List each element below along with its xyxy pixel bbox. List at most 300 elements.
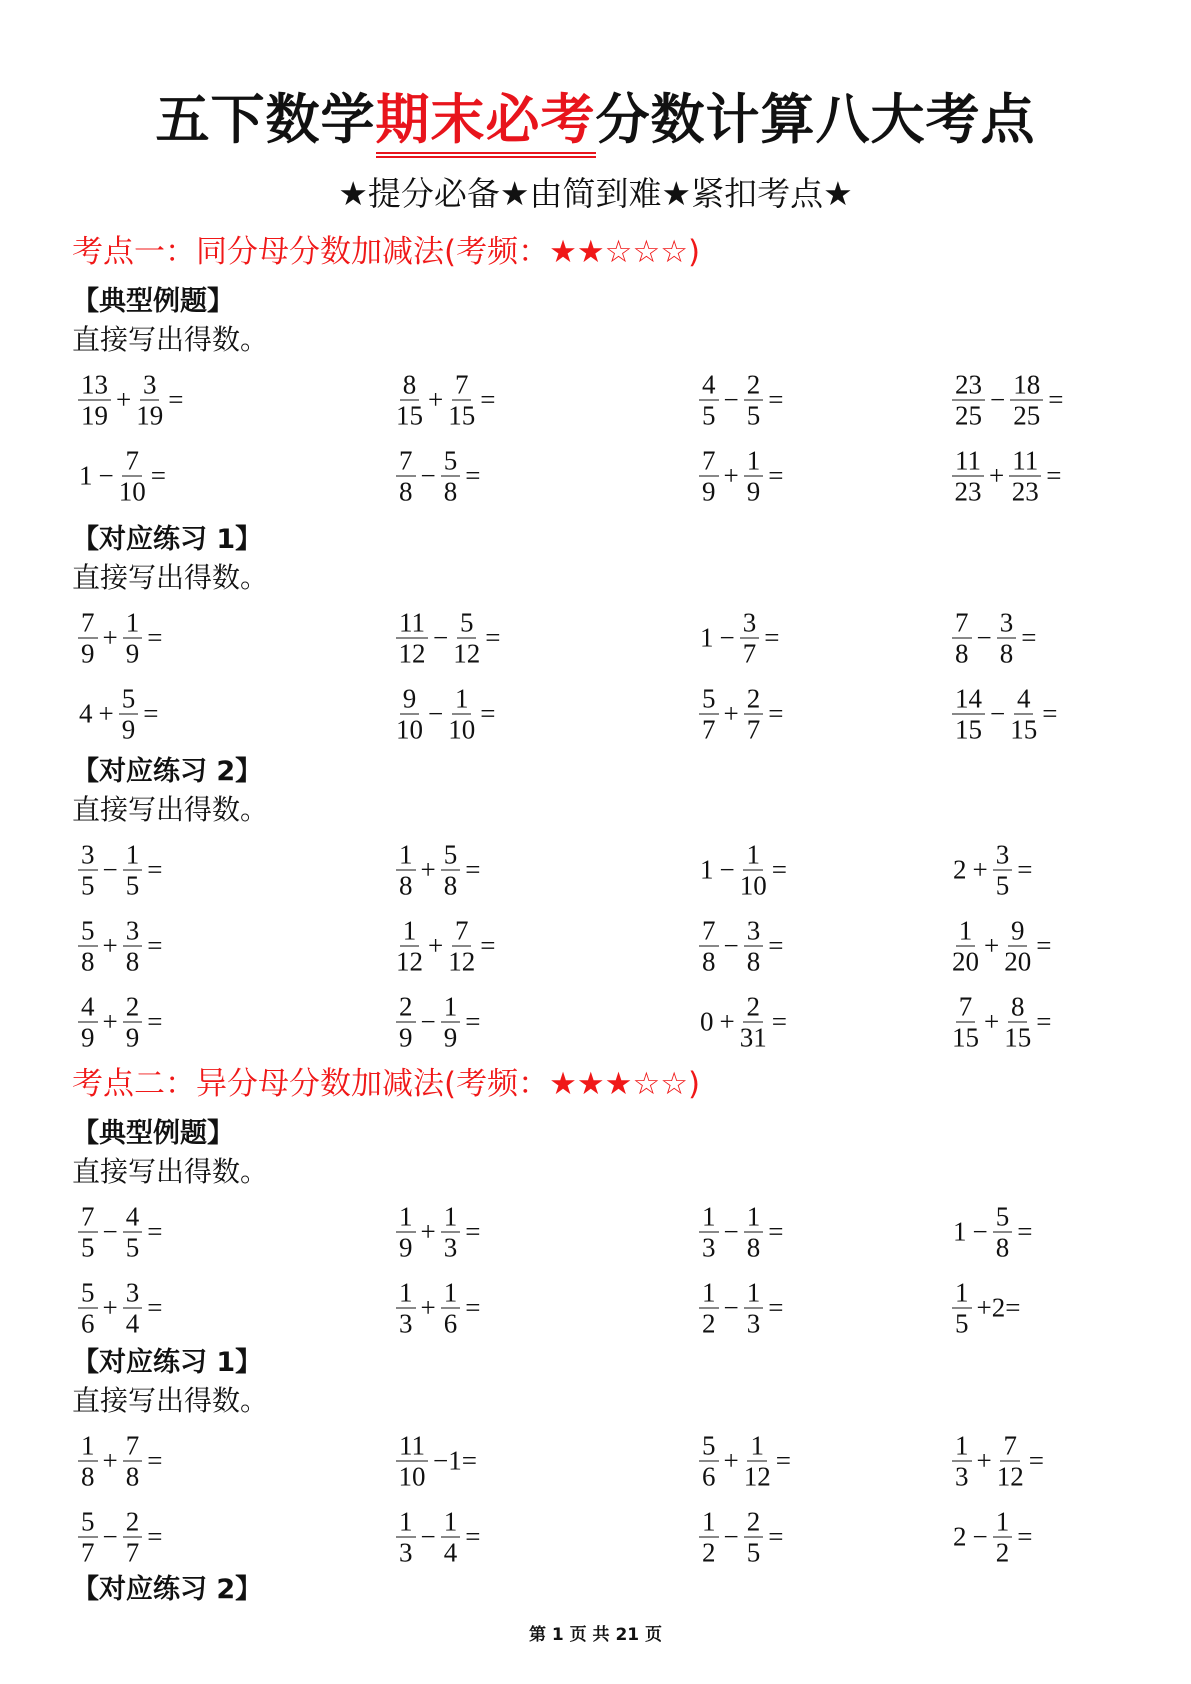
operator: + bbox=[102, 622, 118, 653]
operator: + bbox=[102, 1006, 118, 1037]
fraction bbox=[699, 1431, 719, 1492]
numerator: 11 bbox=[396, 608, 428, 639]
denominator: 5 bbox=[125, 1232, 140, 1263]
operator: = bbox=[465, 460, 481, 491]
group-label: 【对应练习 1】 bbox=[72, 1347, 263, 1378]
numerator: 1 bbox=[744, 1278, 764, 1309]
numerator: 1 bbox=[441, 1507, 461, 1538]
operator: 4 bbox=[79, 698, 93, 729]
denominator: 5 bbox=[955, 1308, 969, 1339]
operator: = bbox=[480, 384, 496, 415]
operator: 1 bbox=[79, 460, 93, 491]
operator: = bbox=[480, 698, 496, 729]
numerator: 5 bbox=[78, 1507, 98, 1538]
fraction-problem bbox=[394, 916, 498, 977]
operator: − bbox=[719, 854, 735, 885]
numerator: 7 bbox=[452, 916, 472, 947]
fraction bbox=[1004, 916, 1031, 977]
denominator: 25 bbox=[1013, 400, 1041, 431]
fraction bbox=[740, 608, 760, 669]
operator: = bbox=[147, 930, 163, 961]
numerator: 5 bbox=[78, 1278, 98, 1309]
fraction-problem bbox=[394, 1507, 483, 1568]
fraction-problem bbox=[950, 1507, 1035, 1568]
instruction-text: 直接写出得数。 bbox=[72, 1155, 269, 1188]
numerator: 8 bbox=[1008, 992, 1028, 1023]
fraction bbox=[78, 370, 111, 431]
fraction-problem bbox=[76, 446, 169, 507]
operator: = bbox=[1017, 1521, 1033, 1552]
fraction bbox=[441, 1278, 461, 1339]
operator: = bbox=[768, 1292, 784, 1323]
numerator: 4 bbox=[1014, 684, 1034, 715]
denominator: 10 bbox=[118, 476, 146, 507]
denominator: 3 bbox=[702, 1232, 716, 1263]
denominator: 3 bbox=[443, 1232, 458, 1263]
fraction bbox=[744, 1507, 764, 1568]
denominator: 6 bbox=[81, 1308, 95, 1339]
numerator: 1 bbox=[699, 1278, 719, 1309]
fraction bbox=[448, 370, 475, 431]
operator: = bbox=[1017, 1216, 1033, 1247]
operator: = bbox=[768, 1521, 784, 1552]
page-title bbox=[0, 88, 1191, 152]
numerator: 1 bbox=[744, 446, 764, 477]
operator: − bbox=[972, 1521, 988, 1552]
operator: = bbox=[771, 1006, 787, 1037]
fraction-problem bbox=[394, 608, 503, 669]
fraction bbox=[740, 840, 767, 901]
numerator: 11 bbox=[952, 446, 984, 477]
denominator: 4 bbox=[443, 1537, 458, 1568]
operator: = bbox=[465, 1292, 481, 1323]
fraction bbox=[441, 840, 461, 901]
operator: + bbox=[984, 930, 1000, 961]
numerator: 1 bbox=[747, 1431, 767, 1462]
operator: = bbox=[768, 460, 784, 491]
denominator: 12 bbox=[453, 638, 481, 669]
numerator: 1 bbox=[743, 840, 763, 871]
denominator: 5 bbox=[746, 1537, 761, 1568]
fraction bbox=[997, 608, 1017, 669]
denominator: 10 bbox=[448, 714, 476, 745]
instruction-text: 直接写出得数。 bbox=[72, 1384, 269, 1417]
fraction bbox=[441, 992, 461, 1053]
operator: 2 bbox=[953, 854, 967, 885]
fraction bbox=[1004, 992, 1031, 1053]
fraction bbox=[952, 1431, 972, 1492]
fraction bbox=[699, 1507, 719, 1568]
numerator: 2 bbox=[743, 992, 763, 1023]
operator: = bbox=[764, 622, 780, 653]
numerator: 1 bbox=[396, 840, 416, 871]
fraction bbox=[396, 1507, 416, 1568]
fraction-problem bbox=[697, 1202, 786, 1263]
numerator: 2 bbox=[744, 370, 764, 401]
fraction bbox=[123, 1431, 143, 1492]
denominator: 23 bbox=[954, 476, 982, 507]
operator: = bbox=[1028, 1445, 1044, 1476]
group-label: 【典型例题】 bbox=[72, 286, 234, 317]
fraction bbox=[396, 992, 416, 1053]
numerator: 5 bbox=[441, 840, 461, 871]
numerator: 7 bbox=[952, 608, 972, 639]
numerator: 1 bbox=[744, 1202, 764, 1233]
fraction bbox=[78, 992, 98, 1053]
numerator: 1 bbox=[452, 684, 472, 715]
operator: 1 bbox=[953, 1216, 967, 1247]
numerator: 4 bbox=[699, 370, 719, 401]
numerator: 3 bbox=[993, 840, 1013, 871]
fraction-problem bbox=[950, 1278, 1023, 1339]
denominator: 15 bbox=[1010, 714, 1038, 745]
operator: = bbox=[485, 622, 501, 653]
operator: −1= bbox=[433, 1445, 477, 1476]
denominator: 8 bbox=[81, 1461, 95, 1492]
fraction bbox=[952, 446, 984, 507]
fraction-problem bbox=[950, 370, 1066, 431]
operator: + bbox=[723, 698, 739, 729]
fraction bbox=[448, 684, 475, 745]
operator: + bbox=[116, 384, 132, 415]
denominator: 9 bbox=[121, 714, 136, 745]
numerator: 18 bbox=[1010, 370, 1043, 401]
denominator: 8 bbox=[702, 946, 716, 977]
numerator: 7 bbox=[699, 446, 719, 477]
operator: 1 bbox=[700, 854, 714, 885]
fraction bbox=[396, 608, 428, 669]
fraction bbox=[699, 370, 719, 431]
numerator: 5 bbox=[119, 684, 139, 715]
numerator: 5 bbox=[699, 1431, 719, 1462]
operator: − bbox=[723, 384, 739, 415]
fraction-problem bbox=[76, 608, 165, 669]
fraction bbox=[119, 684, 139, 745]
fraction bbox=[744, 684, 764, 745]
numerator: 1 bbox=[952, 1278, 972, 1309]
fraction-problem bbox=[394, 684, 498, 745]
fraction bbox=[744, 446, 764, 507]
numerator: 7 bbox=[1000, 1431, 1020, 1462]
denominator: 3 bbox=[399, 1537, 413, 1568]
operator: = bbox=[775, 1445, 791, 1476]
denominator: 10 bbox=[739, 870, 767, 901]
group-label: 【对应练习 1】 bbox=[72, 524, 263, 555]
denominator: 5 bbox=[746, 400, 761, 431]
fraction bbox=[396, 1202, 416, 1263]
numerator: 13 bbox=[78, 370, 111, 401]
operator: − bbox=[102, 1521, 118, 1552]
operator: = bbox=[1046, 460, 1062, 491]
denominator: 15 bbox=[955, 714, 982, 745]
operator: = bbox=[465, 854, 481, 885]
denominator: 5 bbox=[702, 400, 716, 431]
operator: − bbox=[990, 698, 1006, 729]
fraction bbox=[123, 992, 143, 1053]
denominator: 8 bbox=[399, 476, 413, 507]
operator: = bbox=[150, 460, 166, 491]
operator: − bbox=[102, 854, 118, 885]
fraction bbox=[78, 1202, 98, 1263]
denominator: 7 bbox=[125, 1537, 140, 1568]
numerator: 1 bbox=[400, 916, 420, 947]
operator: − bbox=[420, 460, 436, 491]
fraction bbox=[1010, 370, 1043, 431]
operator: = bbox=[465, 1216, 481, 1247]
fraction bbox=[1010, 684, 1037, 745]
subtitle: ★提分必备★由简到难★紧扣考点★ bbox=[338, 174, 853, 213]
numerator: 7 bbox=[452, 370, 472, 401]
fraction-problem bbox=[76, 992, 165, 1053]
numerator: 1 bbox=[396, 1507, 416, 1538]
fraction bbox=[952, 684, 985, 745]
fraction bbox=[744, 1202, 764, 1263]
fraction-problem bbox=[697, 684, 786, 745]
denominator: 10 bbox=[398, 1461, 426, 1492]
denominator: 9 bbox=[399, 1232, 413, 1263]
fraction bbox=[78, 1278, 98, 1339]
operator: = bbox=[143, 698, 159, 729]
numerator: 5 bbox=[78, 916, 98, 947]
operator: − bbox=[98, 460, 114, 491]
numerator: 23 bbox=[952, 370, 985, 401]
operator: = bbox=[147, 1445, 163, 1476]
fraction bbox=[952, 916, 979, 977]
fraction-problem bbox=[76, 916, 165, 977]
numerator: 7 bbox=[956, 992, 976, 1023]
fraction bbox=[952, 370, 985, 431]
fraction bbox=[396, 370, 423, 431]
denominator: 5 bbox=[995, 870, 1010, 901]
numerator: 5 bbox=[699, 684, 719, 715]
denominator: 7 bbox=[746, 714, 761, 745]
fraction bbox=[123, 1278, 143, 1339]
numerator: 1 bbox=[441, 992, 461, 1023]
fraction-problem bbox=[76, 1202, 165, 1263]
denominator: 19 bbox=[81, 400, 108, 431]
denominator: 8 bbox=[125, 1461, 140, 1492]
denominator: 8 bbox=[955, 638, 969, 669]
title-part1: 五下数学 bbox=[155, 88, 376, 151]
operator: − bbox=[102, 1216, 118, 1247]
numerator: 7 bbox=[78, 608, 98, 639]
denominator: 7 bbox=[81, 1537, 95, 1568]
denominator: 8 bbox=[746, 946, 761, 977]
numerator: 1 bbox=[699, 1507, 719, 1538]
fraction-problem bbox=[697, 1431, 794, 1492]
fraction bbox=[396, 840, 416, 901]
denominator: 12 bbox=[448, 946, 476, 977]
operator: = bbox=[771, 854, 787, 885]
fraction-problem bbox=[950, 916, 1054, 977]
numerator: 2 bbox=[123, 992, 143, 1023]
fraction bbox=[119, 446, 146, 507]
operator: + bbox=[102, 930, 118, 961]
numerator: 2 bbox=[396, 992, 416, 1023]
operator: − bbox=[428, 698, 444, 729]
fraction-problem bbox=[394, 840, 483, 901]
denominator: 8 bbox=[443, 476, 458, 507]
operator: − bbox=[433, 622, 449, 653]
operator: = bbox=[1036, 930, 1052, 961]
page-footer: 第 1 页 共 21 页 bbox=[528, 1625, 663, 1645]
denominator: 19 bbox=[136, 400, 164, 431]
fraction-problem bbox=[697, 608, 782, 669]
fraction bbox=[396, 916, 423, 977]
fraction-problem bbox=[950, 1431, 1047, 1492]
fraction bbox=[993, 1507, 1013, 1568]
operator: + bbox=[102, 1292, 118, 1323]
operator: + bbox=[723, 460, 739, 491]
operator: = bbox=[768, 698, 784, 729]
numerator: 4 bbox=[123, 1202, 143, 1233]
fraction bbox=[1009, 446, 1041, 507]
fraction bbox=[136, 370, 163, 431]
title-highlight: 期末必考 bbox=[376, 88, 596, 158]
numerator: 1 bbox=[956, 916, 976, 947]
group-label: 【对应练习 2】 bbox=[72, 1574, 263, 1605]
numerator: 1 bbox=[396, 1202, 416, 1233]
fraction bbox=[993, 840, 1013, 901]
instruction-text: 直接写出得数。 bbox=[72, 793, 269, 826]
denominator: 5 bbox=[81, 1232, 95, 1263]
numerator: 11 bbox=[396, 1431, 428, 1462]
fraction-problem bbox=[697, 916, 786, 977]
fraction-problem bbox=[950, 992, 1054, 1053]
denominator: 9 bbox=[443, 1022, 458, 1053]
numerator: 2 bbox=[744, 1507, 764, 1538]
fraction bbox=[123, 608, 143, 669]
fraction-problem bbox=[697, 1507, 786, 1568]
denominator: 3 bbox=[746, 1308, 761, 1339]
denominator: 9 bbox=[125, 1022, 140, 1053]
denominator: 12 bbox=[396, 946, 423, 977]
fraction-problem bbox=[76, 370, 186, 431]
operator: − bbox=[420, 1521, 436, 1552]
fraction bbox=[952, 608, 972, 669]
operator: = bbox=[768, 930, 784, 961]
denominator: 3 bbox=[955, 1461, 969, 1492]
fraction bbox=[744, 1278, 764, 1339]
operator: + bbox=[719, 1006, 735, 1037]
numerator: 3 bbox=[78, 840, 98, 871]
numerator: 5 bbox=[441, 446, 461, 477]
denominator: 8 bbox=[81, 946, 95, 977]
numerator: 4 bbox=[78, 992, 98, 1023]
numerator: 11 bbox=[1009, 446, 1041, 477]
operator: + bbox=[976, 1445, 992, 1476]
instruction-text: 直接写出得数。 bbox=[72, 323, 269, 356]
operator: + bbox=[984, 1006, 1000, 1037]
instruction-text: 直接写出得数。 bbox=[72, 561, 269, 594]
fraction bbox=[952, 992, 979, 1053]
denominator: 7 bbox=[742, 638, 757, 669]
denominator: 12 bbox=[398, 638, 426, 669]
fraction bbox=[441, 1202, 461, 1263]
denominator: 8 bbox=[746, 1232, 761, 1263]
denominator: 9 bbox=[746, 476, 761, 507]
numerator: 5 bbox=[457, 608, 477, 639]
operator: + bbox=[420, 854, 436, 885]
numerator: 9 bbox=[1008, 916, 1028, 947]
fraction bbox=[699, 1202, 719, 1263]
denominator: 8 bbox=[125, 946, 140, 977]
fraction bbox=[78, 1507, 98, 1568]
fraction-problem bbox=[697, 840, 790, 901]
numerator: 3 bbox=[740, 608, 760, 639]
operator: + bbox=[723, 1445, 739, 1476]
operator: 2 bbox=[953, 1521, 967, 1552]
denominator: 12 bbox=[996, 1461, 1024, 1492]
fraction-problem bbox=[76, 684, 161, 745]
operator: = bbox=[1017, 854, 1033, 885]
numerator: 9 bbox=[400, 684, 420, 715]
operator: − bbox=[723, 1216, 739, 1247]
denominator: 5 bbox=[81, 870, 95, 901]
numerator: 1 bbox=[952, 1431, 972, 1462]
denominator: 5 bbox=[125, 870, 140, 901]
denominator: 20 bbox=[952, 946, 979, 977]
numerator: 3 bbox=[744, 916, 764, 947]
fraction bbox=[123, 840, 143, 901]
title-part2: 分数计算八大考点 bbox=[595, 88, 1036, 151]
numerator: 7 bbox=[78, 1202, 98, 1233]
fraction bbox=[396, 684, 423, 745]
fraction-problem bbox=[950, 446, 1064, 507]
operator: − bbox=[723, 930, 739, 961]
operator: = bbox=[147, 1521, 163, 1552]
denominator: 31 bbox=[739, 1022, 767, 1053]
numerator: 1 bbox=[396, 1278, 416, 1309]
fraction-problem bbox=[76, 1507, 165, 1568]
denominator: 8 bbox=[399, 870, 413, 901]
fraction-problem bbox=[76, 1278, 165, 1339]
fraction bbox=[997, 1431, 1024, 1492]
fraction bbox=[441, 446, 461, 507]
fraction bbox=[952, 1278, 972, 1339]
denominator: 6 bbox=[443, 1308, 458, 1339]
fraction-problem bbox=[76, 1431, 165, 1492]
fraction bbox=[78, 608, 98, 669]
operator: = bbox=[1042, 698, 1058, 729]
denominator: 12 bbox=[743, 1461, 771, 1492]
fraction-problem bbox=[394, 446, 483, 507]
denominator: 6 bbox=[702, 1461, 716, 1492]
fraction-problem bbox=[76, 840, 165, 901]
operator: = bbox=[147, 1292, 163, 1323]
numerator: 7 bbox=[699, 916, 719, 947]
numerator: 2 bbox=[744, 684, 764, 715]
operator: = bbox=[147, 622, 163, 653]
section-heading: 考点二：异分母分数加减法(考频：★★★☆☆) bbox=[72, 1066, 701, 1102]
operator: + bbox=[428, 384, 444, 415]
operator: = bbox=[768, 1216, 784, 1247]
fraction-problem bbox=[697, 1278, 786, 1339]
fraction bbox=[744, 370, 764, 431]
fraction bbox=[396, 1431, 428, 1492]
operator: 1 bbox=[700, 622, 714, 653]
fraction bbox=[123, 916, 143, 977]
numerator: 1 bbox=[441, 1202, 461, 1233]
denominator: 4 bbox=[125, 1308, 140, 1339]
operator: − bbox=[723, 1292, 739, 1323]
denominator: 2 bbox=[995, 1537, 1010, 1568]
group-label: 【对应练习 2】 bbox=[72, 756, 263, 787]
numerator: 3 bbox=[123, 916, 143, 947]
operator: = bbox=[768, 384, 784, 415]
fraction bbox=[744, 1431, 771, 1492]
operator: − bbox=[976, 622, 992, 653]
